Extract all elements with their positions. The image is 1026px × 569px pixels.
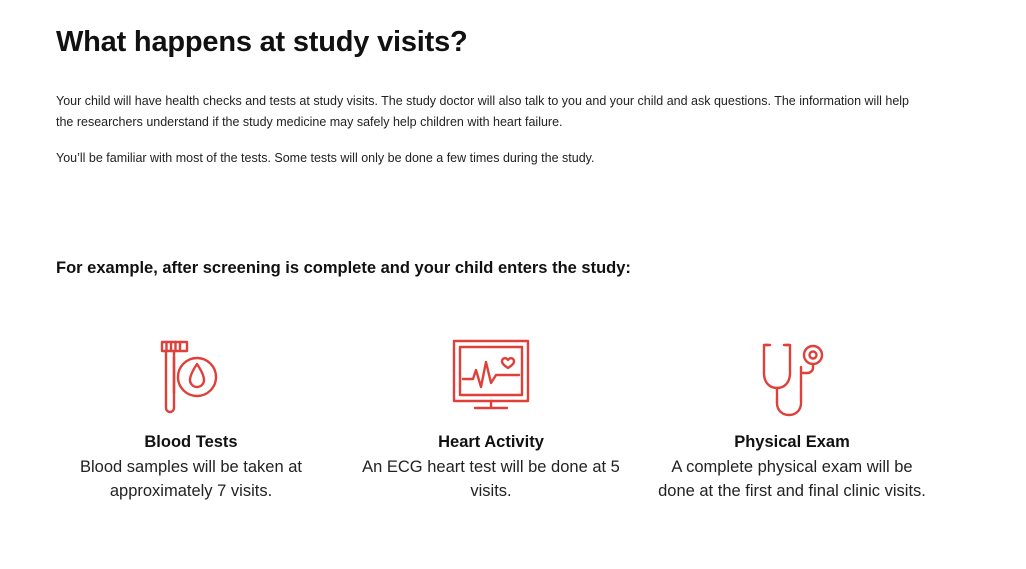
card-title: Heart Activity [438, 433, 544, 451]
section-heading: For example, after screening is complete and your child enters the study: [56, 259, 631, 277]
ecg-monitor-icon [449, 335, 533, 419]
stethoscope-icon [750, 335, 834, 419]
card-description: A complete physical exam will be done at the first and final clinic visits. [658, 458, 926, 500]
intro-paragraph: Your child will have health checks and tests at study visits. The study doctor will also talk to you and your child and ask questions. The information will help the researchers understand if the study medicine may safely help children with heart failure. [56, 94, 909, 129]
blood-test-icon [149, 335, 233, 419]
card-title: Physical Exam [734, 433, 850, 451]
heart-activity-card [351, 335, 631, 503]
card-description: Blood samples will be taken at approximately 7 visits. [80, 458, 302, 500]
page-title: What happens at study visits? [56, 26, 468, 58]
card-description: An ECG heart test will be done at 5 visits. [362, 458, 620, 500]
physical-exam-card [652, 335, 932, 503]
card-title: Blood Tests [144, 433, 238, 451]
intro-paragraph-secondary: You’ll be familiar with most of the tests. Some tests will only be done a few times during the study. [56, 151, 595, 165]
blood-tests-card [51, 335, 331, 503]
